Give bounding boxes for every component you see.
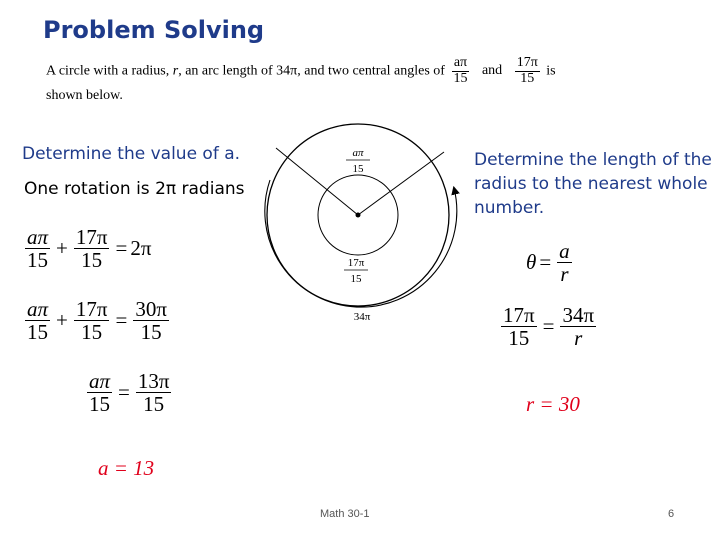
left-equation-2: $\frac{a\pi}{15}$ + $\frac{17\pi}{15}$ = $\frac{30\pi}{15}$ <box>27 297 167 345</box>
left-equation-3: $\frac{a\pi}{15}$ = $\frac{13\pi}{15}$ <box>89 369 170 417</box>
problem-text-after: is <box>546 63 556 79</box>
diagram-arc-label: 34π <box>353 311 371 323</box>
left-equation-1: $\frac{a\pi}{15}$ + $\frac{17\pi}{15}$ = 2π <box>27 225 152 273</box>
radius-variable: r <box>172 63 179 79</box>
right-answer: r = 30 <box>526 392 580 416</box>
rotation-note: One rotation is 2π radians <box>24 179 245 199</box>
radius-line-right <box>358 152 444 215</box>
page-title: Problem Solving <box>43 16 265 44</box>
angle-fraction-1: $\frac{a\pi}{15}$ <box>453 55 468 86</box>
problem-statement <box>46 56 686 110</box>
arc-arrow <box>265 180 457 307</box>
diagram-top-den: 15 <box>352 163 364 175</box>
page-number: 6 <box>668 508 675 520</box>
diagram-top-num: aπ <box>352 147 364 159</box>
left-answer: a = 13 <box>98 456 155 480</box>
circle-diagram <box>258 118 468 330</box>
right-question: Determine the length of the radius to the nearest whole number. <box>474 150 712 218</box>
center-point <box>356 213 361 218</box>
footer-course: Math 30-1 <box>320 508 370 520</box>
problem-line-2: shown below. <box>46 88 123 104</box>
problem-text-before: A circle with a radius, <box>46 63 173 79</box>
problem-and: and <box>481 63 503 79</box>
problem-text-mid: , an arc length of 34π, and two central angles of <box>178 63 449 79</box>
diagram-bottom-den: 15 <box>350 273 362 285</box>
right-equation-1: θ = $\frac{a}{r}$ <box>526 239 570 287</box>
diagram-bottom-num: 17π <box>347 257 365 269</box>
right-equation-2: $\frac{17\pi}{15}$ = $\frac{34\pi}{r}$ <box>503 303 595 351</box>
angle-fraction-2: $\frac{17\pi}{15}$ <box>516 55 538 86</box>
left-question: Determine the value of a. <box>22 144 241 164</box>
radius-line-left <box>276 148 358 215</box>
